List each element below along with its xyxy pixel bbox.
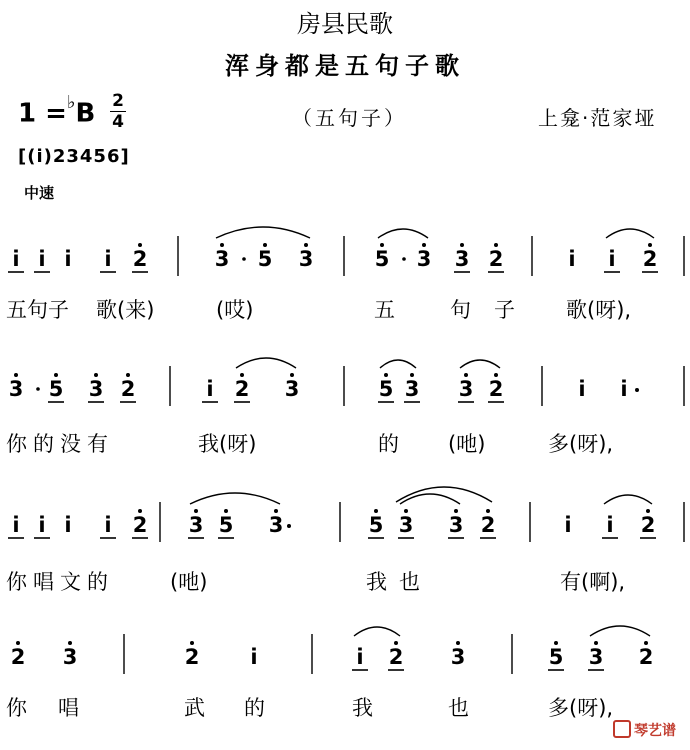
high-octave-dot xyxy=(14,373,18,377)
note-digit: 5 xyxy=(368,513,384,537)
slur xyxy=(354,627,400,636)
slur xyxy=(396,487,492,502)
lyric: 武 xyxy=(184,696,205,720)
meter-top: 2 xyxy=(112,91,124,111)
lyric: 多(呀), xyxy=(548,432,614,456)
note-digit: 3 xyxy=(416,247,432,271)
augmentation-dot xyxy=(635,388,639,392)
note-digit: 2 xyxy=(120,377,136,401)
high-octave-dot xyxy=(384,373,388,377)
high-octave-dot xyxy=(220,243,224,247)
note-digit: 3 xyxy=(268,513,284,537)
note-digit: 3 xyxy=(284,377,300,401)
note-digit: 3 xyxy=(214,247,230,271)
lyric: 我 xyxy=(352,696,373,720)
note-digit: 5 xyxy=(257,247,273,271)
lyric: 你的没有 xyxy=(6,432,114,456)
key-note: B xyxy=(75,98,96,129)
lyric: 歌(呀), xyxy=(566,298,632,322)
high-octave-dot xyxy=(94,373,98,377)
note-digit: 2 xyxy=(10,645,26,669)
note-digit: i xyxy=(104,247,112,271)
lyric: 你唱文的 xyxy=(6,570,114,594)
note-digit: 2 xyxy=(184,645,200,669)
note-digit: i xyxy=(206,377,214,401)
note-digit: i xyxy=(38,513,46,537)
lyric: (吔) xyxy=(170,570,208,594)
note-digit: 5 xyxy=(374,247,390,271)
note-digit: i xyxy=(568,247,576,271)
high-octave-dot xyxy=(240,373,244,377)
high-octave-dot xyxy=(54,373,58,377)
lyric: (吔) xyxy=(448,432,486,456)
high-octave-dot xyxy=(494,373,498,377)
high-octave-dot xyxy=(68,641,72,645)
high-octave-dot xyxy=(374,509,378,513)
high-octave-dot xyxy=(494,243,498,247)
slur xyxy=(190,493,280,504)
note-digit: 2 xyxy=(132,247,148,271)
note-digit: i xyxy=(12,513,20,537)
high-octave-dot xyxy=(648,243,652,247)
lyric: 句 xyxy=(450,298,471,322)
note-digit: 3 xyxy=(88,377,104,401)
key-prefix: 1 = xyxy=(18,98,67,129)
note-digit: i xyxy=(608,247,616,271)
high-octave-dot xyxy=(404,509,408,513)
high-octave-dot xyxy=(410,373,414,377)
slur xyxy=(216,227,310,238)
slur xyxy=(606,229,654,238)
slur xyxy=(590,626,650,636)
note-digit: i xyxy=(250,645,258,669)
note-digit: 3 xyxy=(588,645,604,669)
lyric: 你 xyxy=(6,696,27,720)
note-digit: 3 xyxy=(8,377,24,401)
region-label: 上龛·范家垭 xyxy=(538,106,657,130)
high-octave-dot xyxy=(644,641,648,645)
lyric: 子 xyxy=(494,298,515,322)
tempo-mark: 中速 xyxy=(24,184,55,202)
rest-dot xyxy=(402,257,406,261)
lyric: 的 xyxy=(244,696,265,720)
rest-dot xyxy=(242,257,246,261)
note-digit: i xyxy=(356,645,364,669)
high-octave-dot xyxy=(380,243,384,247)
note-digit: 5 xyxy=(48,377,64,401)
note-digit: i xyxy=(12,247,20,271)
high-octave-dot xyxy=(138,243,142,247)
note-digit: i xyxy=(64,513,72,537)
collection-title: 房县民歌 xyxy=(297,10,393,38)
lyric: 我也 xyxy=(366,570,432,594)
note-digit: 3 xyxy=(450,645,466,669)
slur xyxy=(604,495,652,504)
lyric: 歌(来) xyxy=(96,298,155,322)
note-digit: 5 xyxy=(548,645,564,669)
note-digit: 3 xyxy=(454,247,470,271)
high-octave-dot xyxy=(554,641,558,645)
logo-mark-icon xyxy=(613,720,631,738)
lyric: 五句子 xyxy=(6,298,69,322)
high-octave-dot xyxy=(422,243,426,247)
note-digit: 5 xyxy=(218,513,234,537)
slur xyxy=(378,229,428,238)
note-digit: i xyxy=(578,377,586,401)
note-digit: 2 xyxy=(480,513,496,537)
pitch-range: [(i)23456] xyxy=(18,146,130,167)
note-digit: i xyxy=(38,247,46,271)
note-digit: 3 xyxy=(188,513,204,537)
note-digit: 2 xyxy=(640,513,656,537)
high-octave-dot xyxy=(290,373,294,377)
high-octave-dot xyxy=(263,243,267,247)
note-digit: 5 xyxy=(378,377,394,401)
slur xyxy=(236,358,296,368)
note-digit: i xyxy=(606,513,614,537)
note-digit: 2 xyxy=(234,377,250,401)
high-octave-dot xyxy=(460,243,464,247)
meter-bottom: 4 xyxy=(112,112,124,132)
site-logo: 琴艺谱 xyxy=(613,720,676,740)
high-octave-dot xyxy=(190,641,194,645)
high-octave-dot xyxy=(394,641,398,645)
note-digit: 3 xyxy=(62,645,78,669)
note-digit: 2 xyxy=(642,247,658,271)
slur xyxy=(460,360,500,368)
lyric: 多(呀), xyxy=(548,696,614,720)
high-octave-dot xyxy=(594,641,598,645)
high-octave-dot xyxy=(456,641,460,645)
note-digit: i xyxy=(564,513,572,537)
song-alias: （五句子） xyxy=(292,106,407,130)
note-digit: 3 xyxy=(458,377,474,401)
note-digit: 2 xyxy=(638,645,654,669)
high-octave-dot xyxy=(646,509,650,513)
high-octave-dot xyxy=(224,509,228,513)
high-octave-dot xyxy=(138,509,142,513)
note-digit: 2 xyxy=(132,513,148,537)
high-octave-dot xyxy=(486,509,490,513)
note-digit: 3 xyxy=(298,247,314,271)
note-digit: 2 xyxy=(488,247,504,271)
lyric: 的 xyxy=(378,432,399,456)
high-octave-dot xyxy=(274,509,278,513)
high-octave-dot xyxy=(194,509,198,513)
lyric: 五 xyxy=(374,298,395,322)
note-digit: 2 xyxy=(388,645,404,669)
lyric: 也 xyxy=(448,696,469,720)
note-digit: 3 xyxy=(404,377,420,401)
lyric: 有(啊), xyxy=(560,570,626,594)
lyric: (哎) xyxy=(216,298,254,322)
high-octave-dot xyxy=(16,641,20,645)
note-digit: 2 xyxy=(488,377,504,401)
high-octave-dot xyxy=(454,509,458,513)
song-title: 浑身都是五句子歌 xyxy=(225,52,465,80)
note-digit: 3 xyxy=(398,513,414,537)
high-octave-dot xyxy=(464,373,468,377)
note-digit: i xyxy=(104,513,112,537)
lyric: 我(呀) xyxy=(198,432,257,456)
rest-dot xyxy=(36,387,40,391)
lyric: 唱 xyxy=(58,696,79,720)
note-digit: 3 xyxy=(448,513,464,537)
note-digit: i xyxy=(64,247,72,271)
slur xyxy=(380,360,416,368)
high-octave-dot xyxy=(304,243,308,247)
flat-sign: ♭ xyxy=(66,92,76,113)
augmentation-dot xyxy=(287,524,291,528)
note-digit: i xyxy=(620,377,628,401)
high-octave-dot xyxy=(126,373,130,377)
